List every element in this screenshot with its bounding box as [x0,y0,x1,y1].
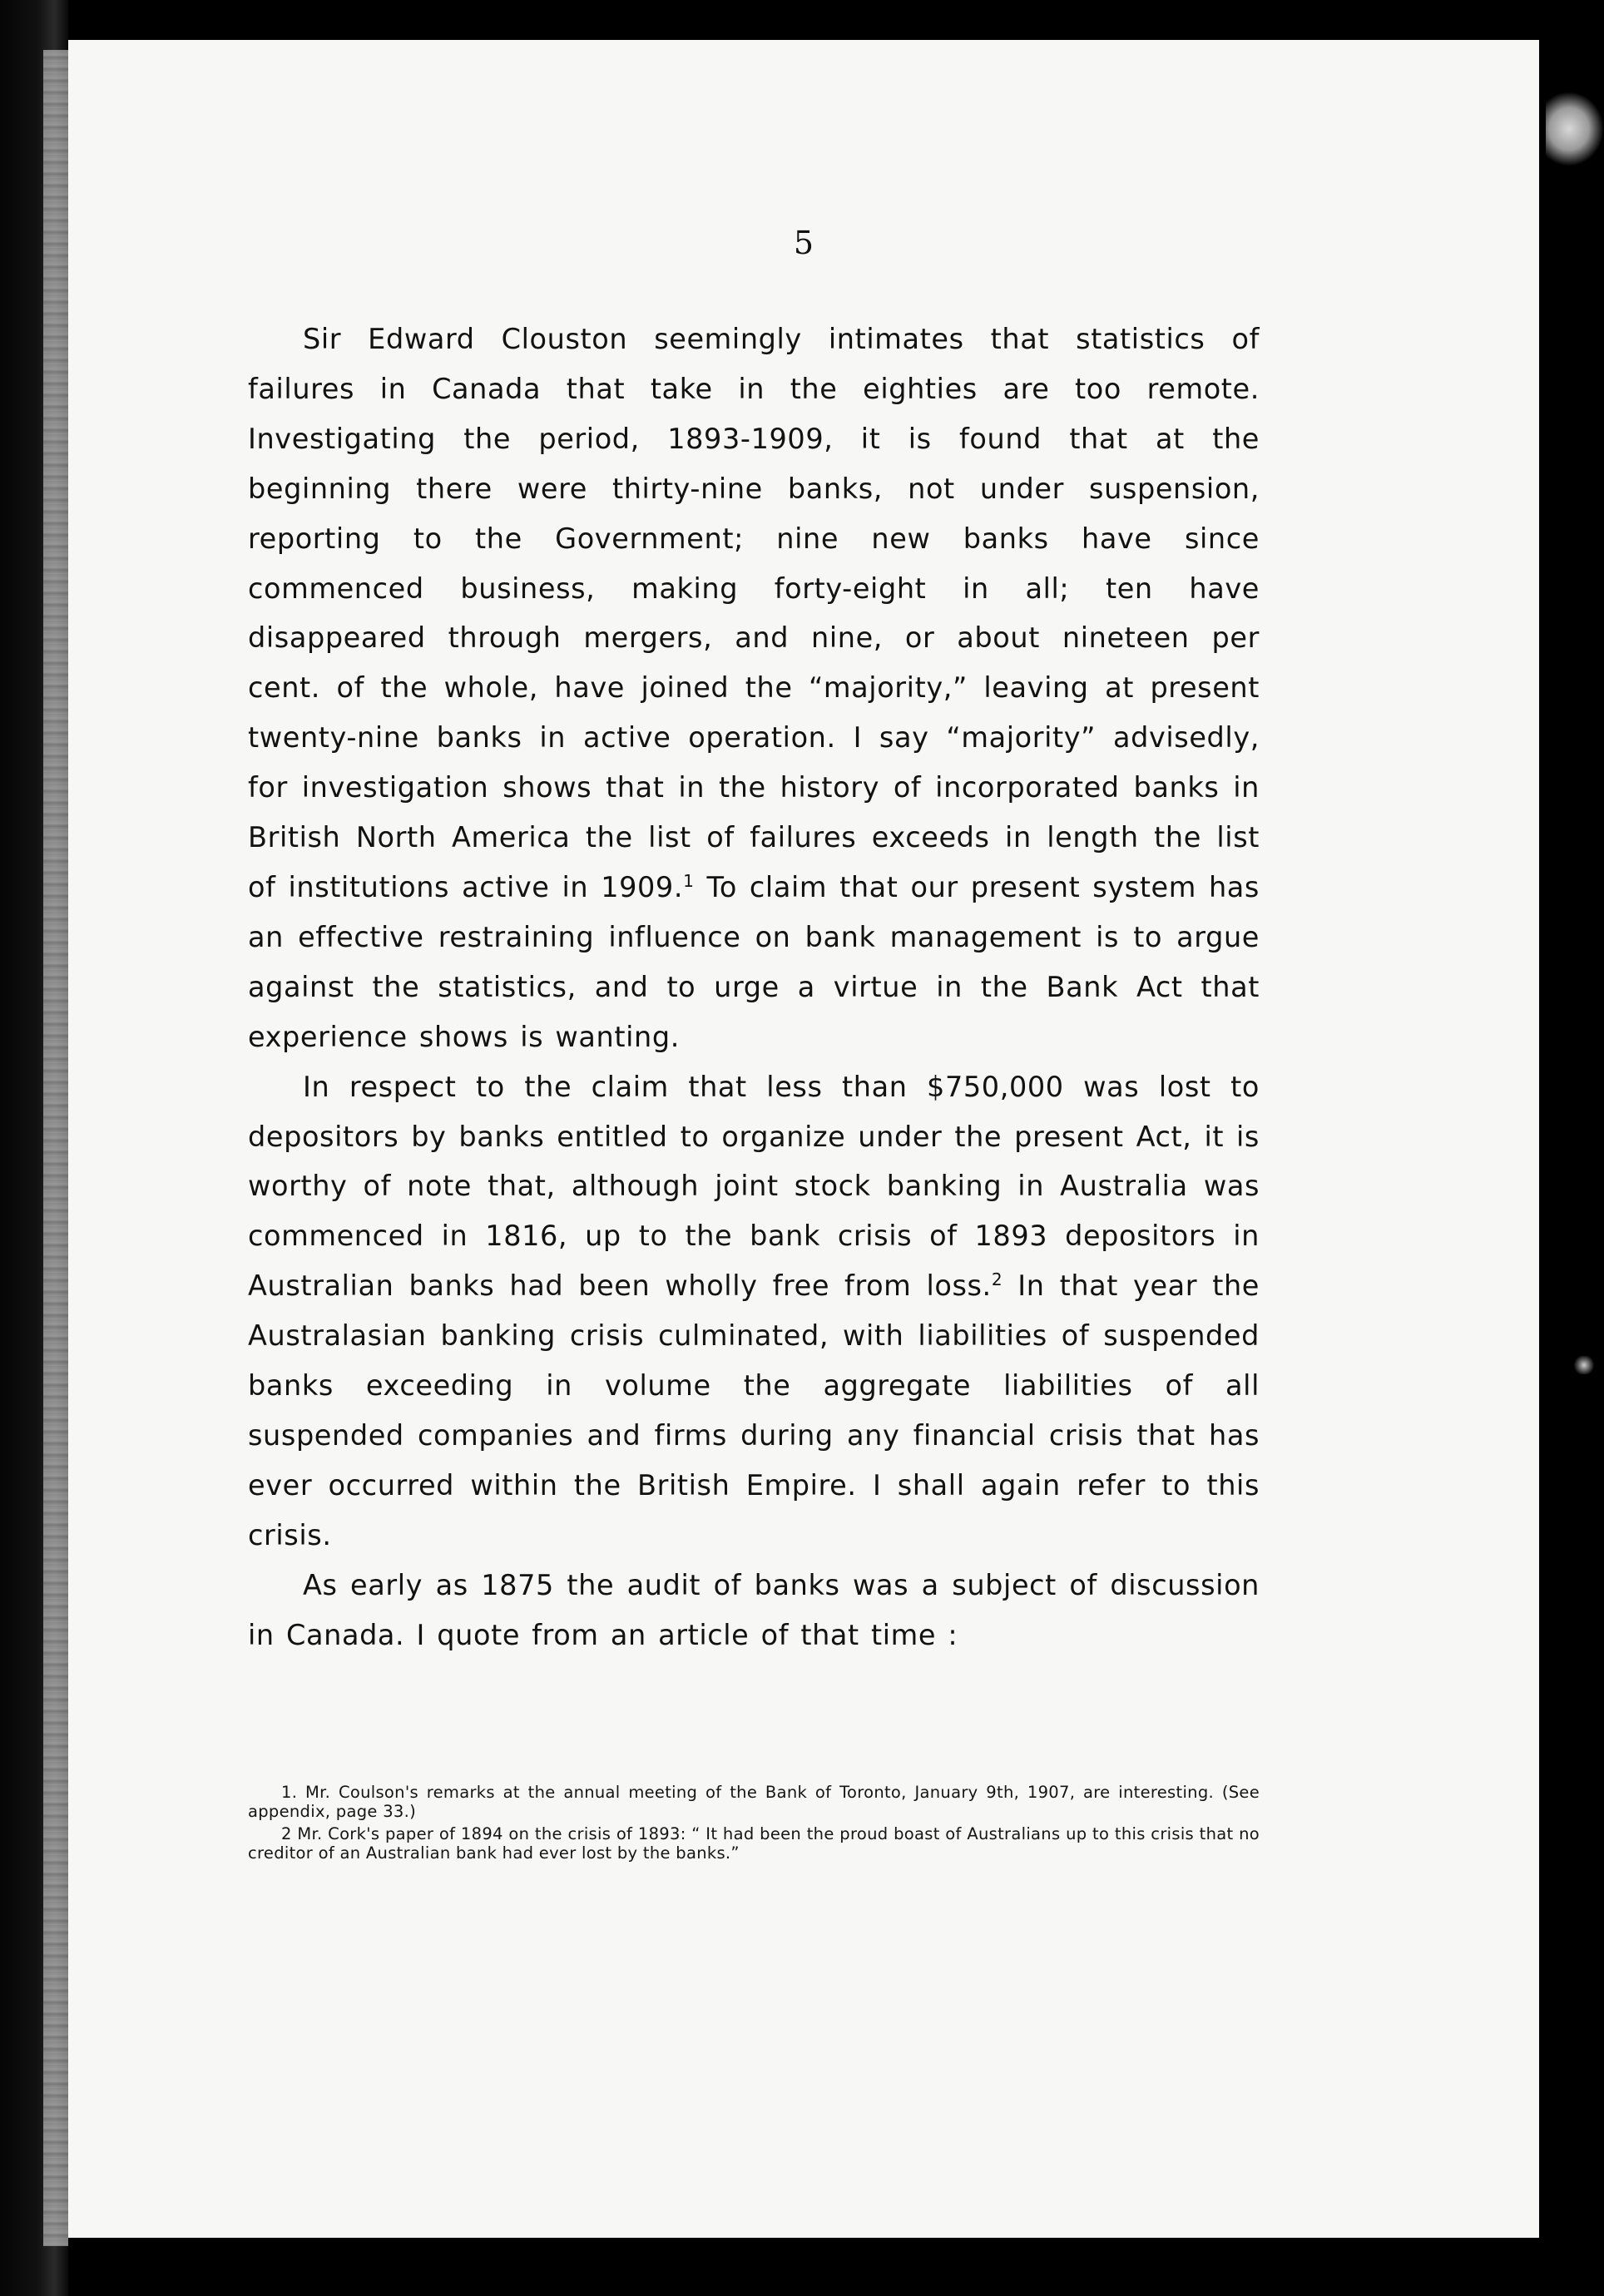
scanner-right-margin [1539,0,1604,2296]
footnote: 1. Mr. Coulson's remarks at the annual meeting of the Bank of Toronto, January 9th, 1907, are interesting. (See appendix, page 33.) [248,1783,1260,1821]
footnote: 2 Mr. Cork's paper of 1894 on the crisis of 1893: “ It had been the proud boast of Australians up to this crisis that no creditor of an Australian bank had ever lost by the banks.” [248,1824,1260,1863]
paragraph-text-continued: To claim that our present system has an effective restraining influence on bank management is to argue against the statistics, and to urge a virtue in the Bank Act that experience shows is wanting. [248,870,1260,1053]
paper-scrap-artifact [1546,92,1604,166]
footnotes [248,1783,1260,1866]
paragraph [248,314,1260,1062]
footnote-ref: 2 [991,1269,1003,1290]
paper-speck-artifact [1572,1356,1596,1374]
footnote-ref: 1 [683,870,695,891]
paragraph-text-continued: In that year the Australasian banking crisis culminated, with liabilities of suspended banks exceeding in volume the aggregate liabilities of all suspended companies and firms during any financial crisis that has ever occurred within the British Empire. I shall again refer to this crisis. [248,1269,1260,1551]
paragraph-text: In respect to the claim that less than $750,000 was lost to depositors by banks entitled to organize under the present Act, it is worthy of note that, although joint stock banking in Australia was commenced in 1816, up to the bank crisis of 1893 depositors in Australian banks had been wholly free from loss. [248,1070,1260,1303]
page-binding-edge [43,50,68,2246]
paragraph [248,1062,1260,1561]
paragraph [248,1561,1260,1660]
page-number: 5 [793,225,814,261]
body-text [248,314,1260,1660]
paragraph-text: As early as 1875 the audit of banks was a subject of discussion in Canada. I quote from an article of that time : [248,1568,1260,1651]
paragraph-text: Sir Edward Clouston seemingly intimates that statistics of failures in Canada that take in the eighties are too remote. Investigating the period, 1893-1909, it is found that at the beginning there were thirty-nine banks, not under suspension, reporting to the Government; nine new banks have since commenced business, making forty-eight in all; ten have disappeared through mergers, and nine, or about nineteen per cent. of the whole, have joined the “majority,” leaving at present twenty-nine banks in active operation. I say “majority” advisedly, for investigation shows that in the history of incorporated banks in British North America the list of failures exceeds in length the list of institutions active in 1909. [248,323,1260,903]
